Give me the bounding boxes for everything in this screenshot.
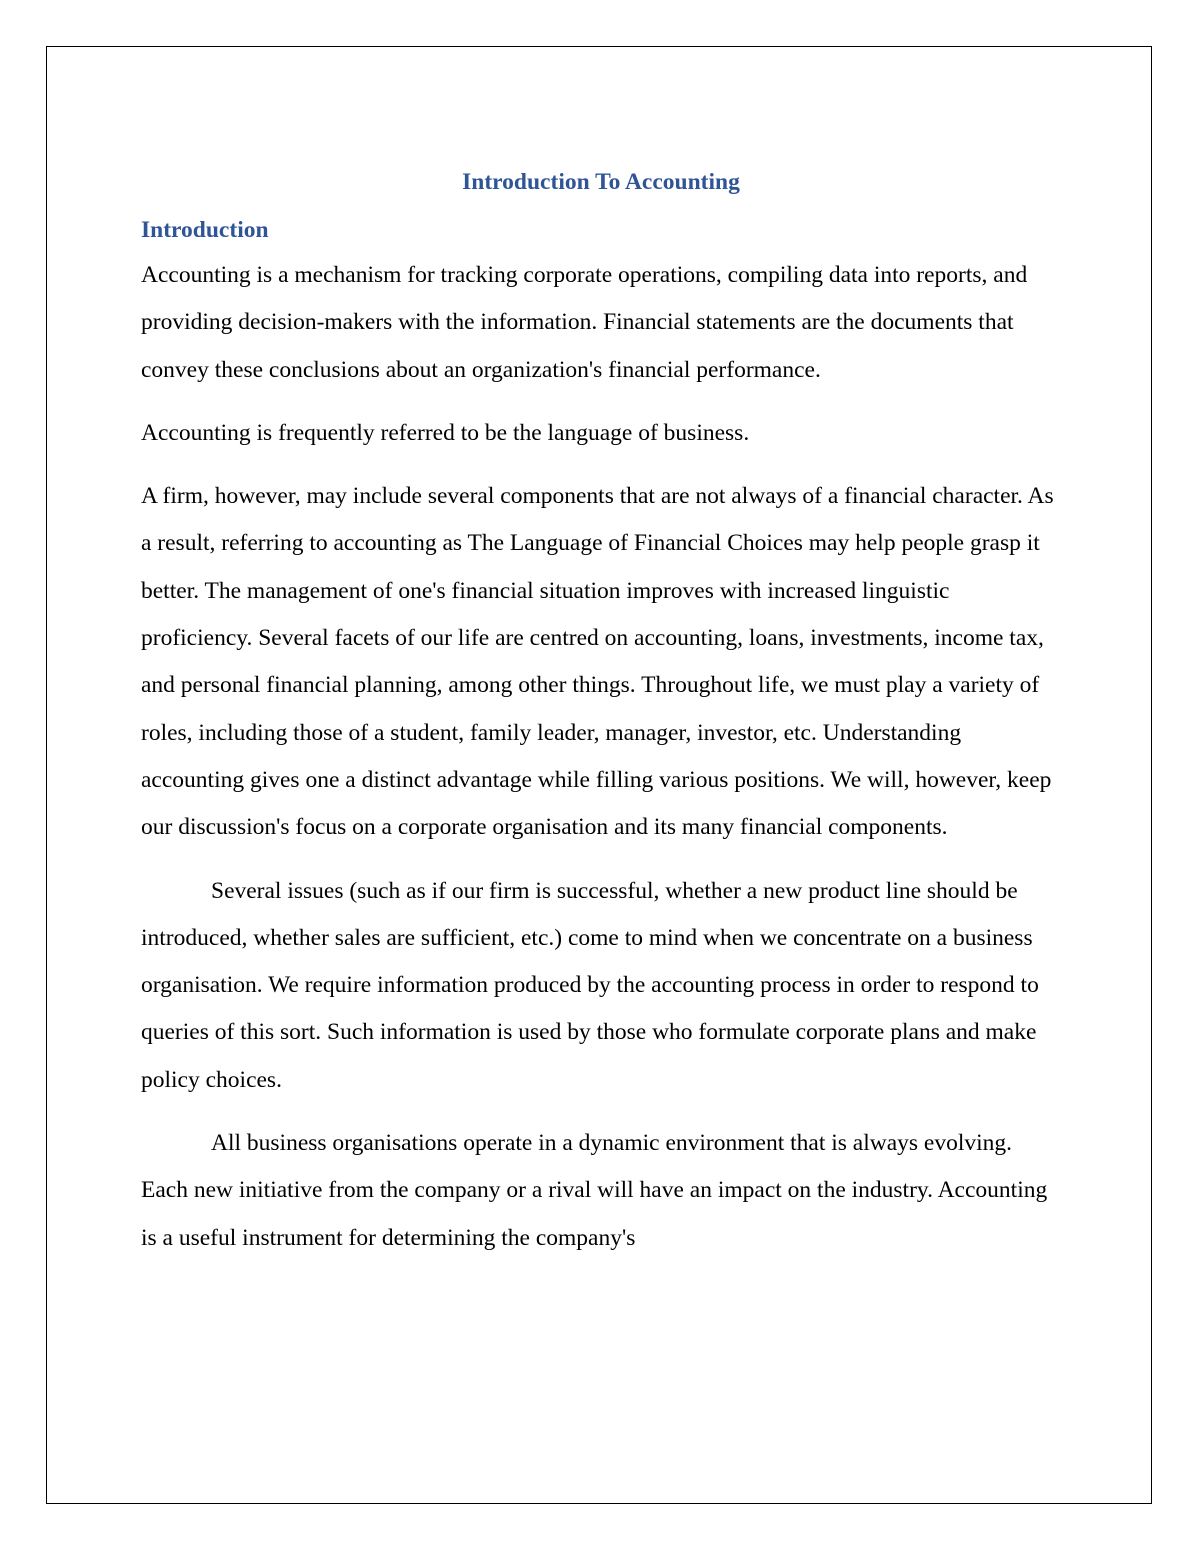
section-heading: Introduction [141, 217, 269, 243]
paragraph-business-issues: Several issues (such as if our firm is successful, whether a new product line should be introduced, whether sales are sufficient, etc.) come to mind when we concentrate on a business organisation. We require information produced by the accounting process in order to respond to queries of this sort. Such information is used by those who formulate corporate plans and make policy choices. [141, 877, 1039, 1093]
paragraph-dynamic-environment: All business organisations operate in a dynamic environment that is always evolving. Each new initiative from the company or a rival will have an impact on the industry. Accounting is a useful instrument for determining the company's [141, 1130, 1048, 1251]
document-body [141, 160, 1061, 1278]
paragraph-language-of-business: Accounting is frequently referred to be the language of business. [141, 419, 750, 446]
document-title: Introduction To Accounting [462, 169, 740, 195]
paragraph-financial-choices: A firm, however, may include several components that are not always of a financial character. As a result, referring to accounting as The Language of Financial Choices may help people grasp it better. The management of one's financial situation improves with increased linguistic proficiency. Several facets of our life are centred on accounting, loans, investments, income tax, and personal financial planning, among other things. Throughout life, we must play a variety of roles, including those of a student, family leader, manager, investor, etc. Understanding accounting gives one a distinct advantage while filling various positions. We will, however, keep our discussion's focus on a corporate organisation and its many financial components. [141, 483, 1054, 841]
paragraph-definition: Accounting is a mechanism for tracking corporate operations, compiling data into reports, and providing decision-makers with the information. Financial statements are the documents that convey these conclusions about an organization's financial performance. [141, 262, 1028, 383]
